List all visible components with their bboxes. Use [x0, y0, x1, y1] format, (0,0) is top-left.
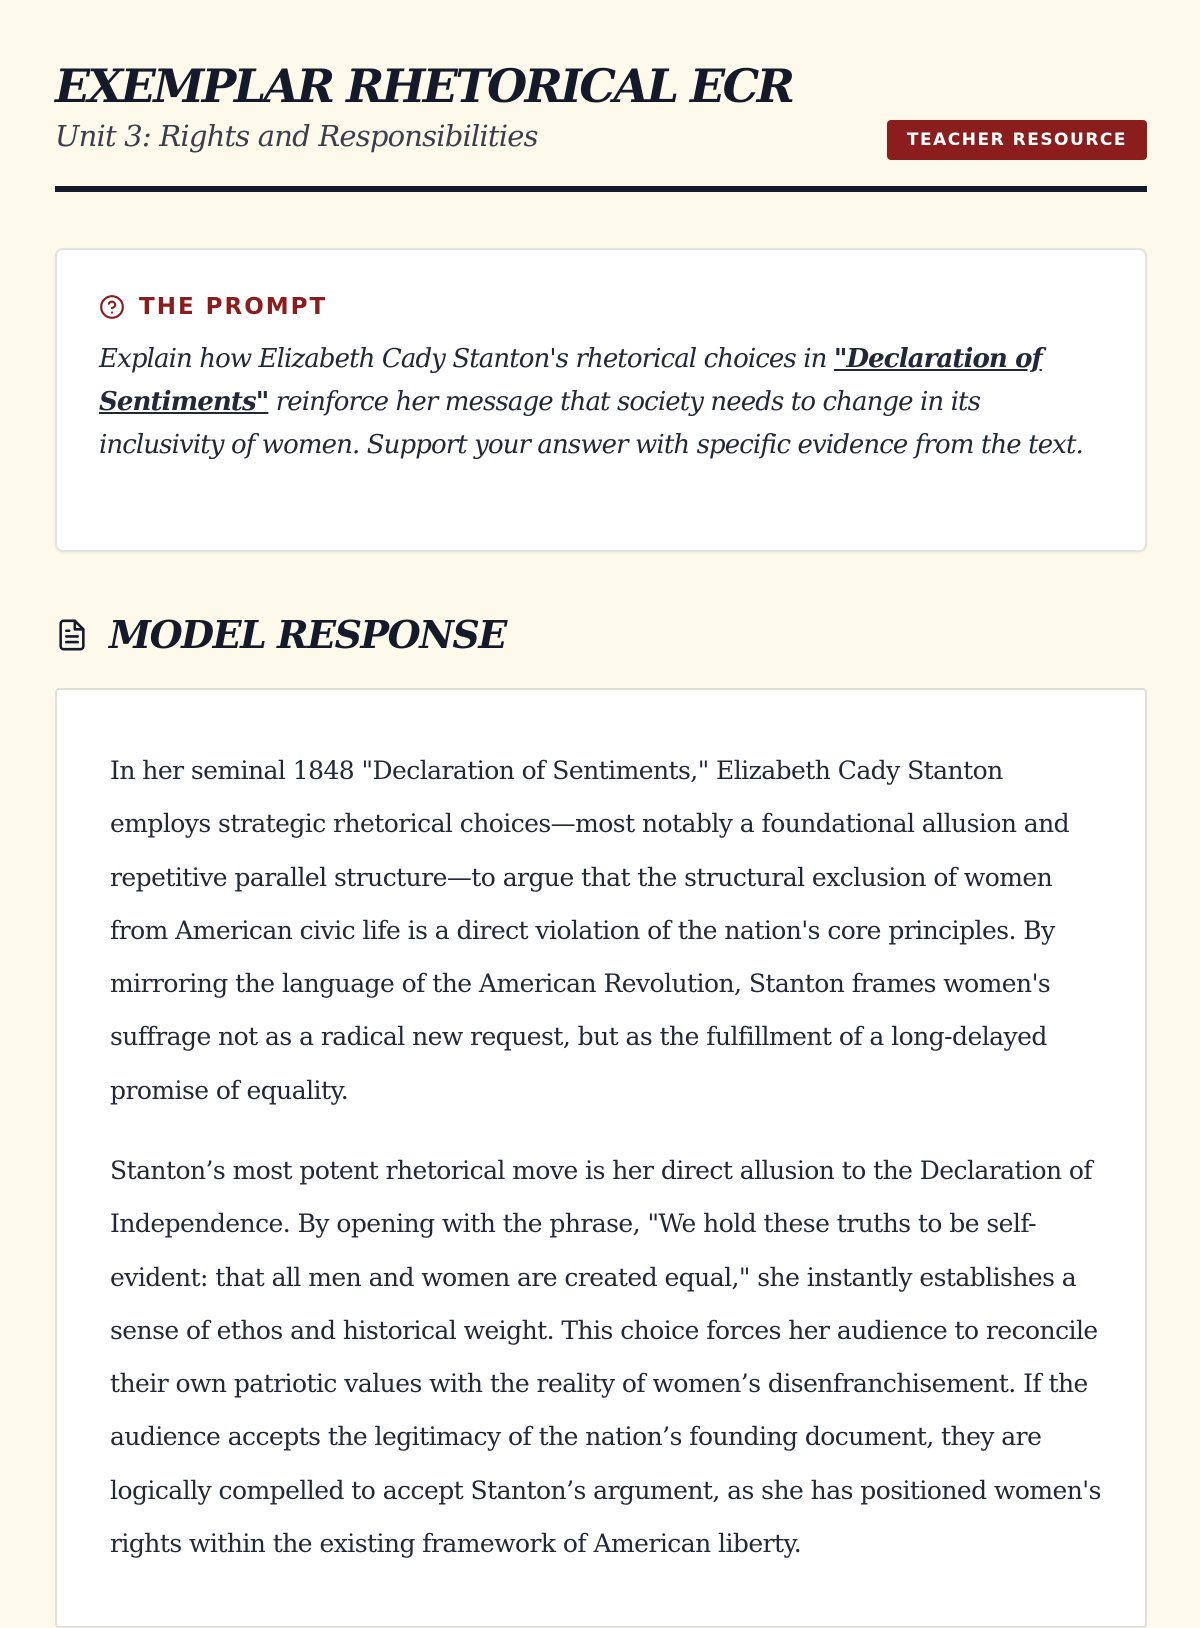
prompt-header — [99, 292, 327, 322]
page-subtitle: Unit 3: Rights and Responsibilities — [55, 119, 538, 153]
document-icon — [55, 616, 89, 654]
page-title: EXEMPLAR RHETORICAL ECR — [55, 59, 793, 113]
header-divider — [55, 186, 1147, 192]
model-response-heading: MODEL RESPONSE — [109, 612, 506, 657]
prompt-work-title: "Declaration of Sentiments" — [99, 344, 1042, 417]
teacher-resource-badge: TEACHER RESOURCE — [887, 120, 1147, 160]
prompt-card — [55, 248, 1147, 552]
prompt-text-before: Explain how Elizabeth Cady Stanton's rhetorical choices in — [99, 344, 834, 374]
response-paragraph: Stanton’s most potent rhetorical move is her direct allusion to the Declaration of Independence. By opening with the phrase, "We hold these truths to be self-evident: that all men and women are created equal," she instantly establishes a sense of ethos and historical weight. This choice forces her audience to reconcile their own patriotic values with the reality of women’s disenfranchisement. If the audience accepts the legitimacy of the nation’s founding document, they are logically compelled to accept Stanton’s argument, as she has positioned women's rights within the existing framework of American liberty. — [110, 1156, 1101, 1559]
question-circle-icon — [99, 294, 125, 320]
response-paragraph: In her seminal 1848 "Declaration of Sentiments," Elizabeth Cady Stanton employs strategic rhetorical choices—most notably a foundational allusion and repetitive parallel structure—to argue that the structural exclusion of women from American civic life is a direct violation of the nation's core principles. By mirroring the language of the American Revolution, Stanton frames women's suffrage not as a radical new request, but as the fulfillment of a long-delayed promise of equality. — [110, 756, 1070, 1105]
prompt-text-after: reinforce her message that society needs to change in its inclusivity of women. Support your answer with specific evidence from the text. — [99, 387, 1083, 460]
prompt-label: THE PROMPT — [139, 294, 328, 320]
prompt-text — [99, 338, 1099, 467]
model-response-card — [55, 688, 1147, 1628]
model-response-header — [55, 610, 506, 660]
